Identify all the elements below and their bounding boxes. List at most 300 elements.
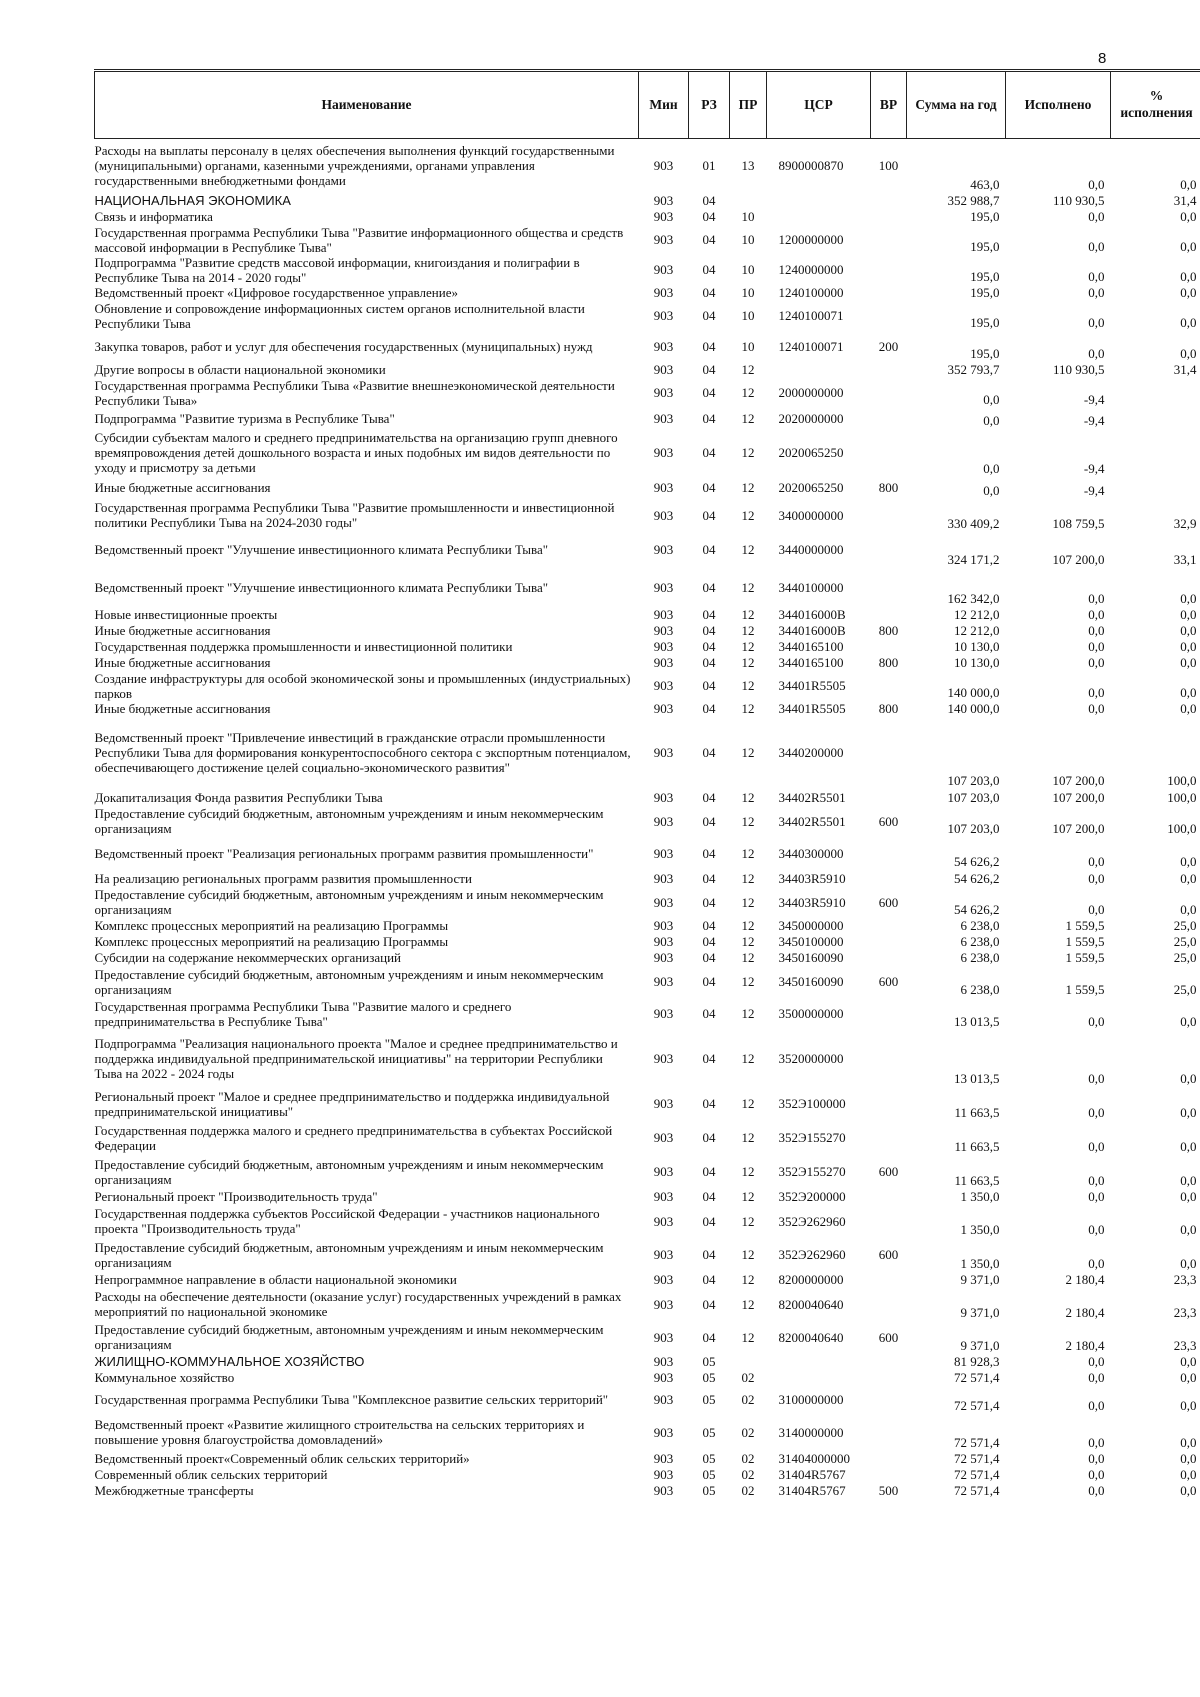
cell-csr: 34402R5501 xyxy=(778,813,846,829)
cell-min: 903 xyxy=(653,974,674,989)
cell-rz: 04 xyxy=(702,845,716,861)
cell-vr xyxy=(871,998,907,1030)
cell-pr: 12 xyxy=(741,362,755,377)
cell-name: Ведомственный проект «Цифровое государственное управление» xyxy=(94,285,458,300)
cell-exec: 0,0 xyxy=(1088,606,1105,622)
cell-pct: 0,0 xyxy=(1180,870,1197,886)
cell-min: 903 xyxy=(653,158,674,174)
cell-exec: 0,0 xyxy=(1088,700,1105,716)
cell-vr: 600 xyxy=(878,813,899,829)
cell-min: 903 xyxy=(653,1164,674,1179)
cell-csr: 344016000В xyxy=(778,607,846,622)
cell-vr xyxy=(871,950,907,966)
cell-pct: 0,0 xyxy=(1180,1255,1197,1271)
cell-rz: 04 xyxy=(702,1006,716,1021)
cell-name: Коммунальное хозяйство xyxy=(94,1370,235,1385)
table-row xyxy=(95,285,1200,301)
table-row xyxy=(95,639,1200,655)
table-row xyxy=(95,429,1200,477)
cell-name: Обновление и сопровождение информационных систем органов исполнительной власти Республики Тыва xyxy=(94,300,585,331)
table-row xyxy=(95,950,1200,966)
table-row xyxy=(95,301,1200,331)
cell-vr: 600 xyxy=(878,1164,899,1179)
cell-csr: 2020000000 xyxy=(778,410,844,426)
cell-sum: 72 571,4 xyxy=(954,1369,1000,1385)
cell-exec: 0,0 xyxy=(1088,1434,1105,1450)
cell-pr: 12 xyxy=(741,745,755,760)
cell-csr: 3440200000 xyxy=(778,745,844,760)
cell-pct xyxy=(1111,378,1200,408)
cell-name: Расходы на обеспечение деятельности (оказание услуг) государственных учреждений в рамках мероприятий по национальной экономике xyxy=(94,1289,622,1319)
cell-min: 903 xyxy=(653,678,674,693)
cell-csr: 3440165100 xyxy=(778,655,844,670)
cell-sum: 9 371,0 xyxy=(960,1271,1000,1287)
cell-name: ЖИЛИЩНО-КОММУНАЛЬНОЕ ХОЗЯЙСТВО xyxy=(94,1354,365,1369)
cell-name: Иные бюджетные ассигнования xyxy=(94,623,271,638)
budget-table xyxy=(94,71,1200,1499)
cell-pr: 12 xyxy=(741,507,755,523)
cell-pct: 0,0 xyxy=(1180,1450,1197,1466)
cell-rz: 04 xyxy=(702,542,716,557)
cell-sum: 162 342,0 xyxy=(947,590,1000,606)
table-row xyxy=(95,408,1200,429)
cell-name: Подпрограмма "Реализация национального проекта "Малое и среднее предпринимательство и поддержка индивидуальной предпринимательской инициативы" на территории Республики Тыва на 2022 - 2024 годы xyxy=(94,1035,618,1081)
cell-rz: 04 xyxy=(702,362,716,377)
cell-sum: 195,0 xyxy=(970,268,1000,284)
cell-pct: 0,0 xyxy=(1180,1369,1197,1385)
table-row xyxy=(95,1370,1200,1386)
cell-sum: 6 238,0 xyxy=(960,949,1000,965)
cell-name: Межбюджетные трансферты xyxy=(94,1483,254,1498)
cell-name: Ведомственный проект "Реализация региональных программ развития промышленности" xyxy=(94,845,594,861)
cell-csr: 3500000000 xyxy=(778,1006,844,1021)
cell-min: 903 xyxy=(653,934,674,949)
table-row xyxy=(95,701,1200,717)
cell-name: Комплекс процессных мероприятий на реализацию Программы xyxy=(94,934,449,949)
table-row xyxy=(95,623,1200,639)
cell-exec: 0,0 xyxy=(1088,284,1105,300)
table-row xyxy=(95,477,1200,499)
cell-csr: 3450100000 xyxy=(778,934,844,949)
cell-vr: 100 xyxy=(878,158,899,174)
cell-csr: 34402R5501 xyxy=(778,789,846,805)
cell-min: 903 xyxy=(653,385,674,400)
cell-name: Расходы на выплаты персоналу в целях обеспечения выполнения функций государственными (муниципальными) органами, казенными учреждениями, органами управления государственными внебюджетными фондами xyxy=(94,143,615,189)
table-row xyxy=(95,1414,1200,1451)
table-row xyxy=(95,362,1200,378)
cell-min: 903 xyxy=(653,1329,674,1345)
cell-vr xyxy=(871,408,907,429)
cell-pct: 25,0 xyxy=(1173,917,1197,933)
cell-exec: 107 200,0 xyxy=(1052,551,1105,567)
cell-pr xyxy=(730,1354,767,1370)
cell-pct xyxy=(1111,429,1200,477)
cell-vr xyxy=(871,568,907,607)
cell-csr: 8900000870 xyxy=(778,158,844,174)
cell-sum: 107 203,0 xyxy=(947,772,1000,788)
cell-rz: 04 xyxy=(702,262,716,277)
cell-exec: 1 559,5 xyxy=(1065,981,1105,997)
cell-pr: 12 xyxy=(741,1189,755,1204)
cell-rz: 05 xyxy=(702,1392,716,1407)
cell-exec: 0,0 xyxy=(1088,1353,1105,1369)
cell-pr: 12 xyxy=(741,1006,755,1021)
cell-pr xyxy=(730,193,767,209)
cell-pct: 100,0 xyxy=(1167,772,1197,788)
table-row xyxy=(95,1030,1200,1087)
cell-csr: 3440165100 xyxy=(778,639,844,654)
header-csr: ЦСР xyxy=(767,72,871,139)
cell-sum: 11 663,5 xyxy=(954,1172,1000,1188)
cell-csr: 3100000000 xyxy=(778,1392,844,1407)
cell-name: Государственная программа Республики Тыва "Развитие промышленности и инвестиционной политики Республики Тыва на 2024-2030 годы" xyxy=(94,500,615,530)
cell-pr: 12 xyxy=(741,1247,755,1262)
header-exec: Исполнено xyxy=(1006,72,1111,139)
table-row xyxy=(95,607,1200,623)
cell-pr: 12 xyxy=(741,1050,755,1066)
cell-csr: 1200000000 xyxy=(778,232,844,247)
cell-csr: 31404000000 xyxy=(778,1451,850,1466)
cell-pct: 100,0 xyxy=(1167,820,1197,836)
cell-exec: -9,4 xyxy=(1083,482,1105,498)
cell-vr xyxy=(871,378,907,408)
cell-sum: 1 350,0 xyxy=(960,1221,1000,1237)
cell-pr: 12 xyxy=(741,542,755,557)
cell-vr: 800 xyxy=(878,623,899,638)
cell-name: Другие вопросы в области национальной экономики xyxy=(94,362,386,377)
table-row xyxy=(95,1451,1200,1467)
cell-sum: 13 013,5 xyxy=(954,1070,1000,1086)
cell-min: 903 xyxy=(653,813,674,829)
cell-sum: 107 203,0 xyxy=(947,820,1000,836)
cell-csr: 3440000000 xyxy=(778,542,844,557)
cell-pr: 10 xyxy=(741,285,755,300)
cell-rz: 04 xyxy=(702,232,716,247)
cell-pct: 23,3 xyxy=(1173,1271,1197,1287)
table-row xyxy=(95,331,1200,362)
cell-csr: 3440300000 xyxy=(778,845,844,861)
cell-sum: 107 203,0 xyxy=(947,789,1000,805)
cell-csr: 34401R5505 xyxy=(778,701,846,716)
cell-min: 903 xyxy=(653,845,674,861)
cell-vr xyxy=(871,1205,907,1238)
cell-min: 903 xyxy=(653,308,674,323)
table-row xyxy=(95,918,1200,934)
cell-vr: 800 xyxy=(878,655,899,670)
cell-pr: 12 xyxy=(741,607,755,622)
cell-pct: 0,0 xyxy=(1180,314,1197,330)
table-row xyxy=(95,1189,1200,1205)
cell-exec: 107 200,0 xyxy=(1052,772,1105,788)
cell-name: Предоставление субсидий бюджетным, автономным учреждениям и иным некоммерческим организациям xyxy=(94,966,604,997)
cell-sum: 1 350,0 xyxy=(960,1188,1000,1204)
cell-pr: 12 xyxy=(741,1272,755,1287)
cell-name: Непрограммное направление в области национальной экономики xyxy=(94,1272,457,1287)
cell-csr: 3520000000 xyxy=(778,1050,844,1066)
cell-vr xyxy=(871,499,907,532)
cell-pct: 0,0 xyxy=(1180,284,1197,300)
cell-rz: 04 xyxy=(702,1247,716,1262)
cell-exec: 0,0 xyxy=(1088,1138,1105,1154)
cell-pr: 10 xyxy=(741,308,755,323)
top-rule xyxy=(94,69,1200,70)
cell-exec: 0,0 xyxy=(1088,268,1105,284)
cell-exec: 110 930,5 xyxy=(1052,361,1105,377)
cell-vr: 200 xyxy=(878,338,899,354)
cell-min: 903 xyxy=(653,1213,674,1229)
cell-rz: 04 xyxy=(702,579,716,595)
cell-name: Иные бюджетные ассигнования xyxy=(94,480,271,495)
cell-min: 903 xyxy=(653,232,674,247)
cell-min: 903 xyxy=(653,1096,674,1111)
cell-sum: 352 988,7 xyxy=(947,192,1000,208)
cell-csr xyxy=(767,193,871,209)
cell-min: 903 xyxy=(653,1189,674,1204)
cell-vr xyxy=(871,1030,907,1087)
cell-name: Докапитализация Фонда развития Республики Тыва xyxy=(94,789,383,805)
cell-exec: 0,0 xyxy=(1088,1172,1105,1188)
cell-vr xyxy=(871,639,907,655)
cell-exec: 0,0 xyxy=(1088,853,1105,869)
table-row xyxy=(95,806,1200,837)
cell-csr xyxy=(767,362,871,378)
cell-vr: 600 xyxy=(878,974,899,989)
cell-pct: 0,0 xyxy=(1180,700,1197,716)
cell-sum: 195,0 xyxy=(970,284,1000,300)
cell-pr: 13 xyxy=(741,158,755,174)
cell-min: 903 xyxy=(653,285,674,300)
cell-pr: 12 xyxy=(741,655,755,670)
cell-pct: 0,0 xyxy=(1180,1172,1197,1188)
table-row xyxy=(95,568,1200,607)
cell-pr: 12 xyxy=(741,974,755,989)
cell-pct: 0,0 xyxy=(1180,1397,1197,1413)
cell-name: Подпрограмма "Развитие средств массовой информации, книгоиздания и полиграфии в Республике Тыва на 2014 - 2020 годы" xyxy=(94,254,580,285)
cell-vr xyxy=(871,301,907,331)
cell-rz: 04 xyxy=(702,1130,716,1145)
cell-min: 903 xyxy=(653,193,674,208)
cell-min: 903 xyxy=(653,918,674,933)
cell-rz: 04 xyxy=(702,445,716,460)
cell-exec: 0,0 xyxy=(1088,1188,1105,1204)
cell-vr xyxy=(871,225,907,255)
cell-name: Государственная поддержка промышленности и инвестиционной политики xyxy=(94,639,513,654)
cell-min: 903 xyxy=(653,950,674,965)
cell-exec: 107 200,0 xyxy=(1052,789,1105,805)
cell-rz: 05 xyxy=(702,1451,716,1466)
cell-min: 903 xyxy=(653,1483,674,1498)
cell-name: Подпрограмма "Развитие туризма в Республике Тыва" xyxy=(94,410,395,426)
table-row xyxy=(95,225,1200,255)
cell-rz: 04 xyxy=(702,655,716,670)
cell-min: 903 xyxy=(653,338,674,354)
cell-rz: 04 xyxy=(702,480,716,495)
cell-name: Региональный проект "Производительность труда" xyxy=(94,1189,378,1204)
cell-name: Иные бюджетные ассигнования xyxy=(94,701,271,716)
cell-pr: 12 xyxy=(741,701,755,716)
cell-exec: 2 180,4 xyxy=(1065,1304,1105,1320)
table-row xyxy=(95,717,1200,789)
cell-sum: 195,0 xyxy=(970,314,1000,330)
cell-exec: 0,0 xyxy=(1088,1070,1105,1086)
header-rz: РЗ xyxy=(689,72,730,139)
cell-pct xyxy=(1111,408,1200,429)
cell-pct: 0,0 xyxy=(1180,1070,1197,1086)
cell-csr: 31404R5767 xyxy=(778,1467,846,1482)
cell-rz: 04 xyxy=(702,193,716,208)
cell-rz: 04 xyxy=(702,1213,716,1229)
cell-rz: 04 xyxy=(702,813,716,829)
table-row xyxy=(95,870,1200,887)
cell-pct: 0,0 xyxy=(1180,345,1197,361)
cell-pct: 0,0 xyxy=(1180,590,1197,606)
cell-exec: 0,0 xyxy=(1088,684,1105,700)
table-row xyxy=(95,966,1200,998)
cell-csr: 1240100000 xyxy=(778,285,844,300)
cell-csr: 3440100000 xyxy=(778,579,844,595)
cell-pr: 12 xyxy=(741,894,755,910)
cell-sum: 72 571,4 xyxy=(954,1466,1000,1482)
cell-pr: 12 xyxy=(741,1164,755,1179)
table-row xyxy=(95,1321,1200,1354)
cell-vr xyxy=(871,1451,907,1467)
cell-rz: 04 xyxy=(702,285,716,300)
cell-min: 903 xyxy=(653,1050,674,1066)
cell-sum: 12 212,0 xyxy=(954,606,1000,622)
cell-name: Предоставление субсидий бюджетным, автономным учреждениям и иным некоммерческим организациям xyxy=(94,887,604,917)
cell-rz: 04 xyxy=(702,410,716,426)
cell-sum: 54 626,2 xyxy=(954,853,1000,869)
cell-pr: 12 xyxy=(741,678,755,693)
cell-rz: 04 xyxy=(702,870,716,886)
cell-name: Региональный проект "Малое и среднее предпринимательство и поддержка индивидуальной предпринимательской инициативы" xyxy=(94,1088,610,1119)
cell-sum: 352 793,7 xyxy=(947,361,1000,377)
cell-pr: 10 xyxy=(741,232,755,247)
cell-vr xyxy=(871,362,907,378)
cell-sum: 330 409,2 xyxy=(947,515,1000,531)
cell-min: 903 xyxy=(653,362,674,377)
cell-name: Комплекс процессных мероприятий на реализацию Программы xyxy=(94,918,449,933)
cell-pr: 12 xyxy=(741,623,755,638)
cell-exec: 0,0 xyxy=(1088,622,1105,638)
cell-exec: 0,0 xyxy=(1088,1466,1105,1482)
cell-pct: 0,0 xyxy=(1180,622,1197,638)
cell-pr: 02 xyxy=(741,1451,755,1466)
cell-name: Ведомственный проект "Улучшение инвестиционного климата Республики Тыва" xyxy=(94,542,549,557)
cell-name: НАЦИОНАЛЬНАЯ ЭКОНОМИКА xyxy=(94,193,291,208)
cell-name: Современный облик сельских территорий xyxy=(94,1467,328,1482)
header-pr: ПР xyxy=(730,72,767,139)
cell-rz: 04 xyxy=(702,385,716,400)
cell-name: Государственная программа Республики Тыва "Развитие информационного общества и средств массовой информации в Республике Тыва" xyxy=(94,224,624,255)
cell-vr xyxy=(871,285,907,301)
cell-sum: 54 626,2 xyxy=(954,901,1000,917)
table-row xyxy=(95,789,1200,806)
cell-exec: 0,0 xyxy=(1088,345,1105,361)
cell-vr xyxy=(871,837,907,870)
cell-csr: 352Э262960 xyxy=(778,1213,846,1229)
table-row xyxy=(95,998,1200,1030)
cell-name: Государственная поддержка малого и среднего предпринимательства в субъектах Российской Федерации xyxy=(94,1122,613,1153)
cell-rz: 04 xyxy=(702,1296,716,1312)
section-row xyxy=(95,1354,1200,1370)
cell-rz: 04 xyxy=(702,308,716,323)
cell-vr xyxy=(871,1414,907,1451)
cell-pct: 0,0 xyxy=(1180,901,1197,917)
cell-min: 903 xyxy=(653,1296,674,1312)
cell-csr xyxy=(767,1370,871,1386)
cell-pct: 0,0 xyxy=(1180,1482,1197,1498)
cell-min: 903 xyxy=(653,507,674,523)
cell-name: Субсидии на содержание некоммерческих организаций xyxy=(94,950,401,965)
header-pct: % исполнения xyxy=(1111,72,1200,139)
header-vr: ВР xyxy=(871,72,907,139)
cell-name: Государственная программа Республики Тыва "Комплексное развитие сельских территорий" xyxy=(94,1392,609,1407)
cell-rz: 04 xyxy=(702,950,716,965)
cell-exec: -9,4 xyxy=(1083,460,1105,476)
cell-name: Предоставление субсидий бюджетным, автономным учреждениям и иным некоммерческим организациям xyxy=(94,1239,604,1270)
cell-exec: 0,0 xyxy=(1088,1482,1105,1498)
cell-min: 903 xyxy=(653,1451,674,1466)
header-sum: Сумма на год xyxy=(907,72,1006,139)
cell-sum: 11 663,5 xyxy=(954,1138,1000,1154)
table-row xyxy=(95,1483,1200,1499)
table-row xyxy=(95,1288,1200,1321)
cell-pct: 25,0 xyxy=(1173,981,1197,997)
cell-rz: 04 xyxy=(702,789,716,805)
cell-pct: 33,1 xyxy=(1173,551,1197,567)
cell-pr: 12 xyxy=(741,845,755,861)
cell-vr xyxy=(871,1087,907,1121)
cell-min: 903 xyxy=(653,870,674,886)
cell-pct: 31,4 xyxy=(1173,192,1197,208)
cell-sum: 13 013,5 xyxy=(954,1013,1000,1029)
header-name: Наименование xyxy=(95,72,639,139)
cell-min: 903 xyxy=(653,1392,674,1407)
cell-rz: 04 xyxy=(702,338,716,354)
cell-pr: 12 xyxy=(741,789,755,805)
cell-rz: 04 xyxy=(702,507,716,523)
cell-vr: 600 xyxy=(878,894,899,910)
table-row xyxy=(95,378,1200,408)
cell-exec: -9,4 xyxy=(1083,412,1105,428)
cell-exec: 1 559,5 xyxy=(1065,933,1105,949)
table-row xyxy=(95,1238,1200,1272)
cell-vr xyxy=(871,1288,907,1321)
cell-vr xyxy=(871,1386,907,1414)
cell-exec: 0,0 xyxy=(1088,208,1105,224)
cell-rz: 04 xyxy=(702,1272,716,1287)
cell-min: 903 xyxy=(653,262,674,277)
cell-exec: 2 180,4 xyxy=(1065,1271,1105,1287)
cell-vr xyxy=(871,1370,907,1386)
cell-rz: 04 xyxy=(702,934,716,949)
cell-name: Создание инфраструктуры для особой экономической зоны и промышленных (индустриальных) парков xyxy=(94,670,631,701)
cell-sum: 324 171,2 xyxy=(947,551,1000,567)
cell-sum: 9 371,0 xyxy=(960,1304,1000,1320)
cell-sum: 9 371,0 xyxy=(960,1337,1000,1353)
cell-exec: 0,0 xyxy=(1088,1369,1105,1385)
cell-pr: 12 xyxy=(741,410,755,426)
cell-pct: 23,3 xyxy=(1173,1337,1197,1353)
cell-vr xyxy=(871,1354,907,1370)
cell-csr: 8200040640 xyxy=(778,1329,844,1345)
cell-name: Предоставление субсидий бюджетным, автономным учреждениям и иным некоммерческим организациям xyxy=(94,1156,604,1187)
cell-csr: 3400000000 xyxy=(778,507,844,523)
cell-pct: 0,0 xyxy=(1180,853,1197,869)
cell-pr: 10 xyxy=(741,262,755,277)
cell-vr: 600 xyxy=(878,1329,899,1345)
